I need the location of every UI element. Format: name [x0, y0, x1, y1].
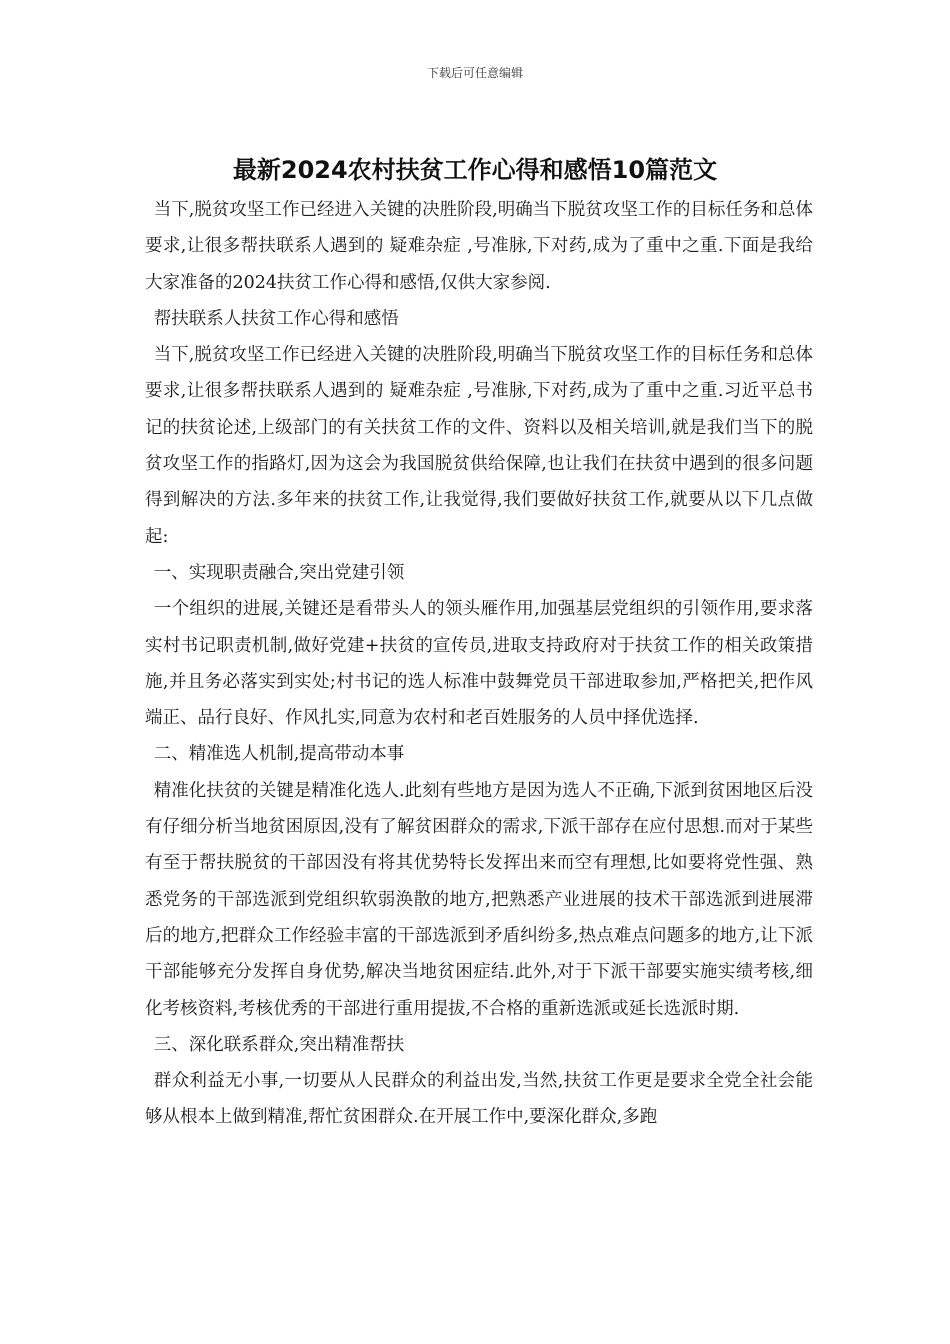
document-title: 最新2024农村扶贫工作心得和感悟10篇范文 — [232, 156, 718, 184]
header-note: 下载后可任意编辑 — [426, 66, 523, 80]
section-heading-3: 三、深化联系群众,突出精准帮扶 — [153, 1034, 405, 1055]
body-paragraph: 精准化扶贫的关键是精准化选人.此刻有些地方是因为选人不正确,下派到贫困地区后没有仔细分析当地贫困原因,没有了解贫困群众的需求,下派干部存在应付思想.而对于某些有至于帮扶脱贫的干部因没有将其优势特长发挥出来而空有理想,比如要将党性强、熟悉党务的干部选派到党组织软弱涣散的地方,把熟悉产业进展的技术干部选派到进展滞后的地方,把群众工作经验丰富的干部选派到矛盾纠纷多,热点难点问题多的地方,让下派干部能够充分发挥自身优势,解决当地贫困症结.此外,对于下派干部要实施实绩考核,细化考核资料,考核优秀的干部进行重用提拔,不合格的重新选派或延长选派时期. — [145, 780, 813, 1019]
section-title: 帮扶联系人扶贫工作心得和感悟 — [153, 308, 399, 329]
intro-paragraph: 当下,脱贫攻坚工作已经进入关键的决胜阶段,明确当下脱贫攻坚工作的目标任务和总体要求,让很多帮扶联系人遇到的 疑难杂症 ,号准脉,下对药,成为了重中之重.下面是我给大家准备的2024扶贫工作心得和感悟,仅供大家参阅. — [145, 200, 813, 293]
section-heading-2: 二、精准选人机制,提高带动本事 — [153, 744, 405, 765]
body-paragraph: 一个组织的进展,关键还是看带头人的领头雁作用,加强基层党组织的引领作用,要求落实村书记职责机制,做好党建+扶贫的宣传员,进取支持政府对于扶贫工作的相关政策措施,并且务必落实到实处;村书记的选人标准中鼓舞党员干部进取参加,严格把关,把作风端正、品行良好、作风扎实,同意为农村和老百姓服务的人员中择优选择. — [145, 599, 813, 729]
section-heading-1: 一、实现职责融合,突出党建引领 — [153, 562, 405, 583]
body-paragraph: 群众利益无小事,一切要从人民群众的利益出发,当然,扶贫工作更是要求全党全社会能够从根本上做到精准,帮忙贫困群众.在开展工作中,要深化群众,多跑 — [145, 1071, 813, 1128]
body-paragraph: 当下,脱贫攻坚工作已经进入关键的决胜阶段,明确当下脱贫攻坚工作的目标任务和总体要求,让很多帮扶联系人遇到的 疑难杂症 ,号准脉,下对药,成为了重中之重.习近平总书记的扶贫论述,上级部门的有关扶贫工作的文件、资料以及相关培训,就是我们当下的脱贫攻坚工作的指路灯,因为这会为我国脱贫供给保障,也让我们在扶贫中遇到的很多问题得到解决的方法.多年来的扶贫工作,让我觉得,我们要做好扶贫工作,就要从以下几点做起: — [145, 345, 813, 547]
document-body — [145, 192, 813, 1136]
